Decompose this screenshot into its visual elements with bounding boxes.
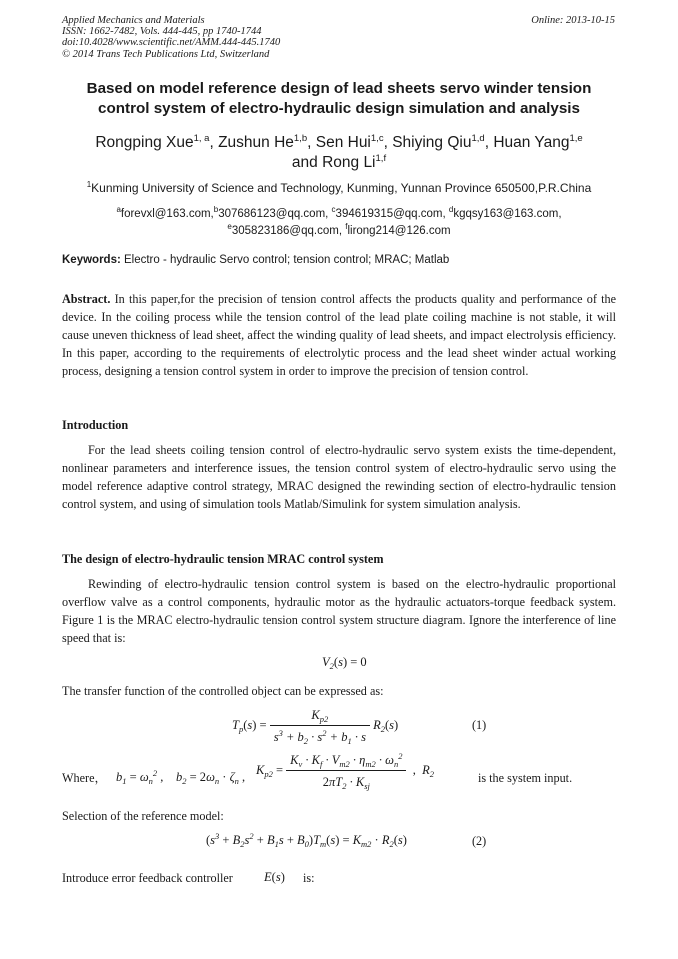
design-heading: The design of electro-hydraulic tension MRAC control system	[62, 552, 384, 566]
email-mark: c	[331, 205, 336, 214]
introduction-heading: Introduction	[62, 418, 129, 432]
keywords-line	[62, 253, 616, 268]
email-address: forevxl@163.com,	[120, 208, 214, 220]
equation-b2: $b_2 = 2\omega_n \cdot \zeta_n$ ,	[176, 770, 246, 786]
author-name: Rong Li	[322, 154, 376, 171]
abstract-text: In this paper,for the precision of tension control affects the products quality and performance of the device. In the coiling process while the tension control of the lead plate coiling machine is not stable, it will cause uneven thickness of lead sheet, affect the winding quality of lead sheets, and impact electrolysis efficiency. In this paper, according to the requirements of electrolytic process and the lead sheet winder actual working process, designing a tension control system in order to improve the precision of tension control.	[62, 292, 616, 378]
email-address: 307686123@qq.com,	[218, 208, 332, 220]
author-name: Zushun He	[218, 134, 294, 151]
author-affil-mark: 1,d	[471, 133, 485, 144]
equation-kp2: $K_{p2}$ = $\frac{K_v \cdot K_f \cdot V_{m2} \cdot \eta_{m2} \cdot \omega_n^2}{2\pi T_2 \cdot K_{sj}}$ , $R_2$	[256, 751, 434, 791]
abstract-paragraph	[62, 290, 616, 380]
author-separator: ,	[383, 134, 393, 151]
email-address: 394619315@qq.com,	[335, 208, 449, 220]
email-address: kgqsy163@163.com,	[453, 208, 562, 220]
equation-kp2-fraction: $\frac{K_v \cdot K_f \cdot V_{m2} \cdot \eta_{m2} \cdot \omega_n^2}{2\pi T_2 \cdot K_{sj}}$	[286, 752, 406, 790]
keywords-label: Keywords:	[62, 254, 121, 266]
online-date: Online: 2013-10-15	[531, 15, 615, 26]
author-separator: ,	[307, 134, 316, 151]
equation-line-speed: $V_2(s) = 0$	[322, 655, 367, 671]
copyright-line: © 2014 Trans Tech Publications Ltd, Switzerland	[62, 48, 270, 60]
transfer-function-intro: The transfer function of the controlled object can be expressed as:	[62, 684, 384, 698]
error-controller-tail: is:	[303, 871, 315, 885]
equation-2-number: (2)	[472, 834, 487, 848]
equation-1: $T_p(s)$ = $\frac{K_{p2}}{s^3 + b_2 \cdot s^2 + b_1 \cdot s}$ $R_2(s)$	[232, 708, 399, 746]
equation-1-number: (1)	[472, 718, 487, 732]
equation-1-fraction: $\frac{K_{p2}}{s^3 + b_2 \cdot s^2 + b_1 \cdot s}$	[270, 707, 370, 745]
equation-error: E(s)	[264, 870, 285, 884]
author-list	[62, 133, 616, 173]
doi-line: doi:10.4028/www.scientific.net/AMM.444-445.1740	[62, 37, 281, 49]
equation-2: $(s^3 + B_2s^2 + B_1s + B_0)T_m(s) = K_{m2} \cdot R_2(s)$	[206, 831, 407, 849]
author-affil-mark: 1,f	[375, 153, 387, 164]
affiliation	[62, 180, 616, 196]
author-affil-mark: 1,b	[293, 133, 308, 144]
where-tail: is the system input.	[478, 771, 573, 785]
author-name: Huan Yang	[493, 134, 570, 151]
design-paragraph: Rewinding of electro-hydraulic tension control system is based on the electro-hydraulic proportional overflow valve as a control components, hydraulic motor as the hydraulic actuators-torque feedback system. Figure 1 is the MRAC electro-hydraulic tension control system structure diagram. Ignore the interference of line speed that is:	[62, 577, 616, 645]
email-mark: d	[448, 205, 454, 214]
email-address: lirong214@126.com	[347, 225, 451, 237]
email-mark: b	[213, 205, 219, 214]
author-separator: ,	[209, 134, 219, 151]
author-name: Sen Hui	[315, 134, 371, 151]
issn-line: ISSN: 1662-7482, Vols. 444-445, pp 1740-1744	[62, 26, 262, 38]
equation-b1: $b_1 = \omega_n^2$ ,	[116, 768, 164, 786]
keywords-text: Electro - hydraulic Servo control; tension control; MRAC; Matlab	[120, 254, 450, 266]
author-affil-mark: 1,c	[370, 133, 384, 144]
where-label: Where，	[62, 771, 107, 785]
email-mark: a	[116, 205, 121, 214]
email-list	[62, 206, 616, 240]
affiliation-mark: 1	[86, 180, 92, 189]
email-mark: e	[227, 222, 232, 231]
author-and: and	[291, 154, 323, 171]
email-address: 305823186@qq.com,	[231, 225, 346, 237]
error-controller-intro: Introduce error feedback controller	[62, 871, 233, 885]
author-name: Rongping Xue	[95, 134, 194, 151]
author-affil-mark: 1, a	[193, 133, 210, 144]
author-name: Shiying Qiu	[392, 134, 472, 151]
author-affil-mark: 1,e	[569, 133, 583, 144]
affiliation-text: Kunming University of Science and Technology, Kunming, Yunnan Province 650500,P.R.China	[91, 181, 592, 195]
introduction-paragraph: For the lead sheets coiling tension control of electro-hydraulic servo system exists the time-dependent, nonlinear parameters and interference issues, the tension control system of electro-hydraulic servo using the model reference adaptive control strategy, MRAC designed the rewinding section of electro-hydraulic tension control system, and using of simulation tools Matlab/Simulink for system simulation analysis.	[62, 443, 616, 511]
author-separator: ,	[484, 134, 494, 151]
abstract-label: Abstract.	[62, 292, 111, 306]
reference-model-intro: Selection of the reference model:	[62, 809, 224, 823]
paper-title: Based on model reference design of lead sheets servo winder tension control system of electro-hydraulic design simulation and analysis	[86, 80, 592, 117]
email-mark: f	[345, 222, 348, 231]
journal-header	[62, 15, 482, 60]
journal-name: Applied Mechanics and Materials	[62, 15, 205, 26]
